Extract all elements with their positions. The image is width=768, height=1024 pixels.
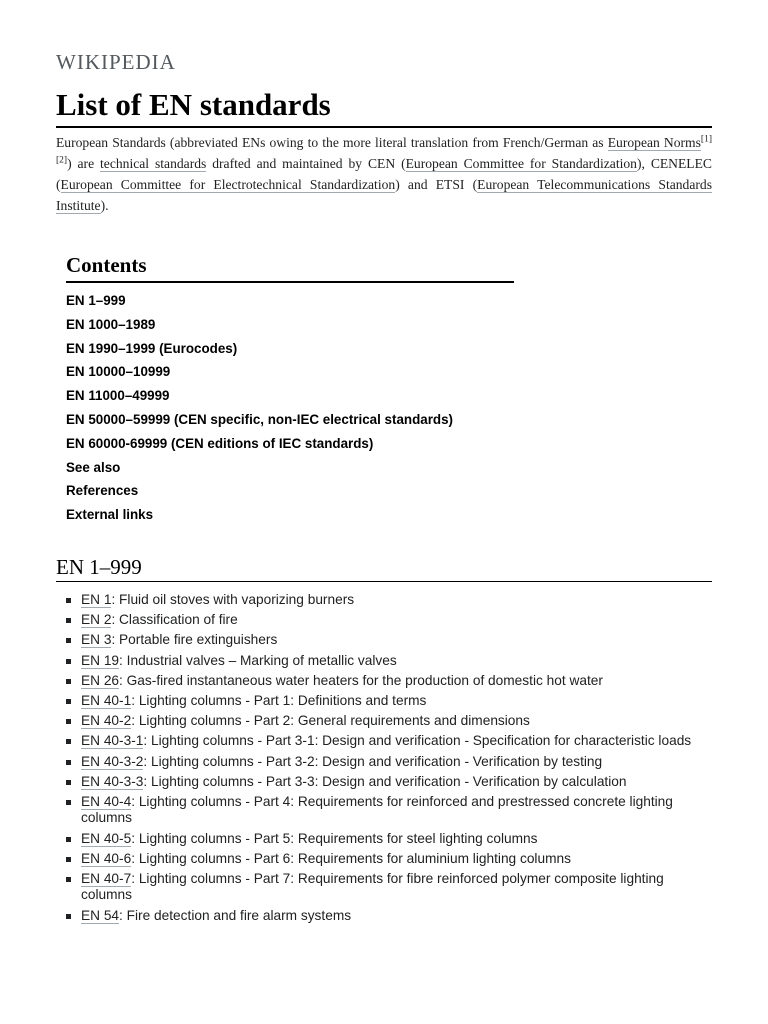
wikipedia-wordmark[interactable]: WIKIPEDIA	[56, 50, 176, 74]
standard-link[interactable]: EN 40-1	[81, 693, 132, 709]
list-item	[56, 908, 716, 924]
standard-link[interactable]: EN 1	[81, 592, 112, 607]
standard-link[interactable]: EN 40-7	[81, 871, 132, 887]
page-title: List of EN standards	[56, 87, 331, 122]
toc-item[interactable]: EN 10000–10999	[66, 364, 171, 380]
standard-description: : Lighting columns - Part 3-2: Design and verification - Verification by testing	[143, 753, 603, 769]
list-item	[56, 592, 716, 608]
section-divider	[56, 581, 712, 582]
toc-list	[66, 289, 516, 527]
intro-text: European Standards (abbreviated ENs owing to the more literal translation from French/German as	[56, 135, 608, 150]
bullet-icon	[66, 837, 71, 842]
list-item	[56, 794, 716, 827]
list-item	[56, 831, 716, 847]
bullet-icon	[66, 719, 71, 724]
bullet-icon	[66, 780, 71, 785]
bullet-icon	[66, 914, 71, 919]
list-item	[56, 653, 716, 669]
bullet-icon	[66, 800, 71, 805]
toc-item[interactable]: EN 60000-69999 (CEN editions of IEC standards)	[66, 435, 374, 451]
intro-text: ), CENELEC (	[56, 156, 712, 192]
link-technical-standards[interactable]: technical standards	[100, 156, 207, 171]
list-item	[56, 774, 716, 790]
standard-description: : Lighting columns - Part 1: Definitions and terms	[131, 693, 427, 709]
standard-link[interactable]: EN 40-4	[81, 794, 132, 810]
bullet-icon	[66, 699, 71, 704]
standard-description: : Portable fire extinguishers	[111, 632, 278, 648]
standard-link[interactable]: EN 40-6	[81, 850, 132, 866]
toc-item[interactable]: External links	[66, 507, 154, 523]
standard-description: : Industrial valves – Marking of metallic valves	[119, 652, 397, 668]
standard-link[interactable]: EN 54	[81, 907, 120, 923]
link-etsi[interactable]: European Telecommunications Standards Institute	[56, 177, 712, 213]
toc-item[interactable]: EN 50000–59999 (CEN specific, non-IEC electrical standards)	[66, 411, 454, 427]
toc-item[interactable]: See also	[66, 459, 121, 475]
bullet-icon	[66, 739, 71, 744]
standards-list	[56, 592, 716, 928]
ref-2[interactable]: [2]	[56, 155, 68, 166]
bullet-icon	[66, 760, 71, 765]
standard-link[interactable]: EN 26	[81, 672, 120, 688]
standard-description: : Lighting columns - Part 7: Requirements for fibre reinforced polymer composite lighting columns	[81, 871, 664, 903]
list-item	[56, 851, 716, 867]
ref-1[interactable]: [1]	[700, 134, 712, 145]
intro-text: ) and ETSI (	[395, 177, 478, 192]
bullet-icon	[66, 618, 71, 623]
standard-link[interactable]: EN 3	[81, 632, 112, 648]
toc-item[interactable]: EN 11000–49999	[66, 388, 170, 404]
toc-divider	[66, 281, 514, 283]
list-item	[56, 693, 716, 709]
bullet-icon	[66, 877, 71, 882]
standard-link[interactable]: EN 40-3-1	[81, 733, 144, 749]
standard-description: : Gas-fired instantaneous water heaters for the production of domestic hot water	[119, 672, 603, 688]
standard-description: : Lighting columns - Part 3-1: Design and verification - Specification for characteristic loads	[143, 733, 692, 749]
intro-paragraph	[56, 132, 712, 216]
bullet-icon	[66, 857, 71, 862]
standard-description: : Fire detection and fire alarm systems	[119, 907, 352, 923]
toc-title: Contents	[66, 253, 147, 277]
standard-link[interactable]: EN 40-3-3	[81, 773, 144, 789]
standard-link[interactable]: EN 40-2	[81, 713, 132, 729]
toc-item[interactable]: EN 1990–1999 (Eurocodes)	[66, 340, 238, 356]
standard-description: : Lighting columns - Part 5: Requirements for steel lighting columns	[131, 830, 538, 846]
list-item	[56, 673, 716, 689]
bullet-icon	[66, 638, 71, 643]
link-european-norms[interactable]: European Norms	[607, 135, 701, 150]
standard-link[interactable]: EN 2	[81, 612, 112, 628]
intro-text: drafted and maintained by CEN (	[206, 156, 406, 171]
list-item	[56, 632, 716, 648]
section-heading: EN 1–999	[56, 555, 142, 579]
link-cenelec[interactable]: European Committee for Electrotechnical Standardization	[60, 177, 396, 192]
list-item	[56, 754, 716, 770]
bullet-icon	[66, 598, 71, 603]
table-of-contents	[66, 252, 516, 527]
standard-link[interactable]: EN 19	[81, 652, 120, 668]
standard-description: : Lighting columns - Part 3-3: Design and verification - Verification by calculation	[143, 773, 627, 789]
list-item	[56, 733, 716, 749]
toc-item[interactable]: EN 1000–1989	[66, 316, 156, 332]
standard-description: : Lighting columns - Part 4: Requirements for reinforced and prestressed concrete lighting columns	[81, 794, 673, 826]
standard-description: : Classification of fire	[111, 612, 238, 628]
intro-text: ) are	[67, 156, 101, 171]
intro-text: ).	[100, 198, 109, 213]
title-divider	[56, 126, 712, 128]
link-cen[interactable]: European Committee for Standardization	[405, 156, 637, 171]
bullet-icon	[66, 659, 71, 664]
list-item	[56, 612, 716, 628]
standard-description: : Fluid oil stoves with vaporizing burners	[111, 592, 355, 607]
list-item	[56, 713, 716, 729]
standard-description: : Lighting columns - Part 2: General requirements and dimensions	[131, 713, 530, 729]
toc-item[interactable]: EN 1–999	[66, 293, 126, 308]
list-item	[56, 871, 716, 904]
standard-link[interactable]: EN 40-5	[81, 830, 132, 846]
standard-link[interactable]: EN 40-3-2	[81, 753, 144, 769]
bullet-icon	[66, 679, 71, 684]
standard-description: : Lighting columns - Part 6: Requirements for aluminium lighting columns	[131, 850, 571, 866]
toc-item[interactable]: References	[66, 483, 139, 499]
